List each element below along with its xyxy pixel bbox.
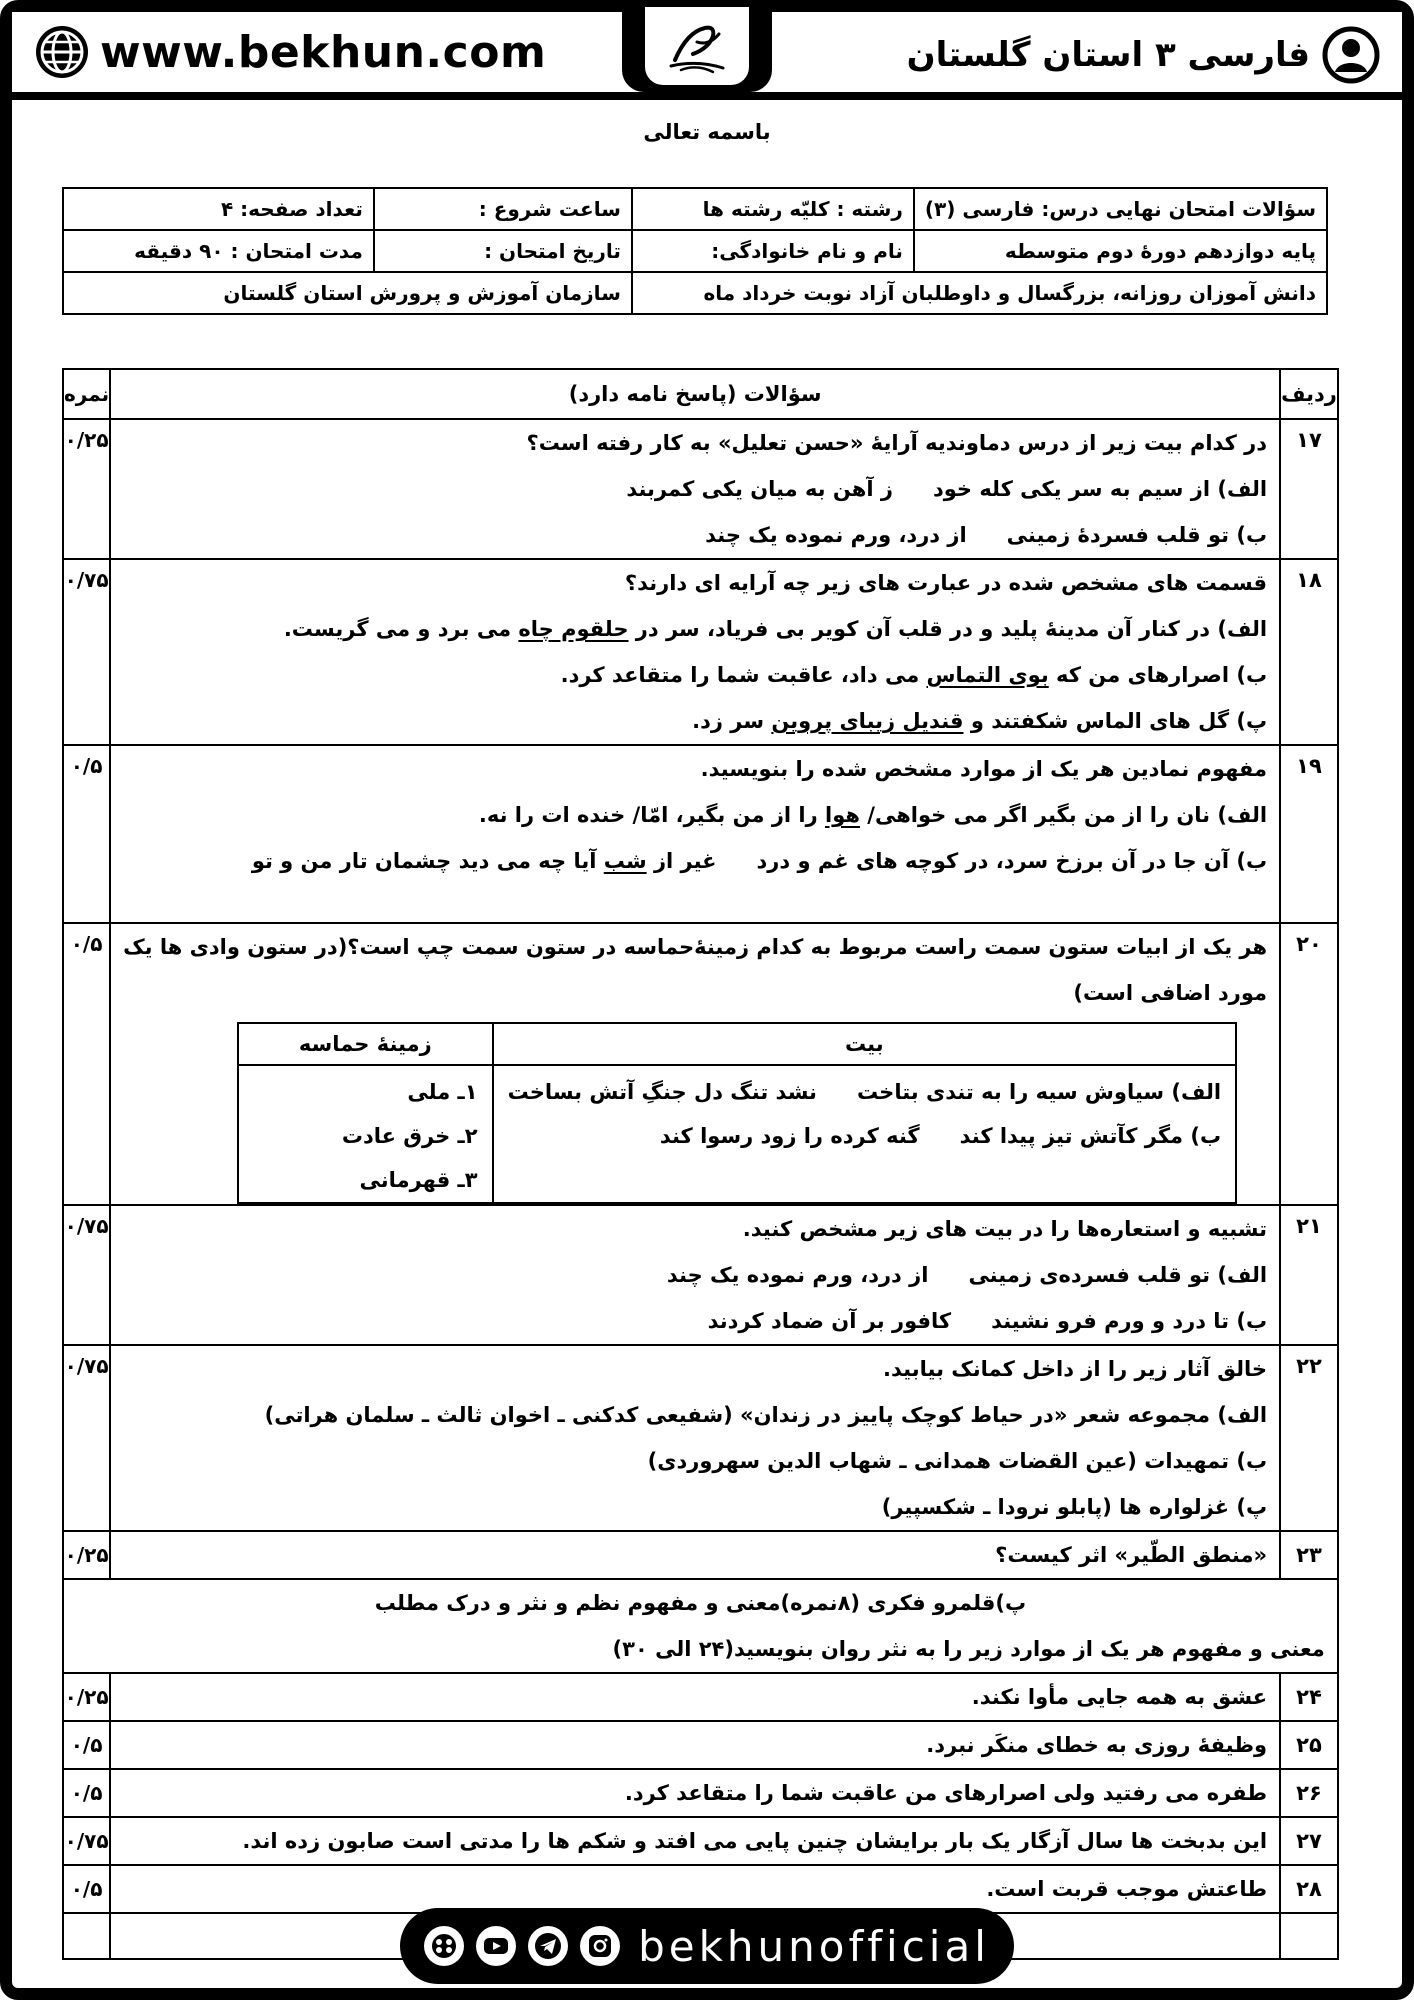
social-handle: bekhunofficial [638,1921,990,1971]
col-verse-header: بیت [493,1023,1237,1065]
question-score: ۰/۵ [63,1865,110,1913]
question-number: ۲۲ [1280,1345,1338,1531]
question-line: وظیفهٔ روزی به خطای منکَر نبرد. [926,1733,1268,1757]
globe-icon [34,24,90,80]
question-number: ۲۶ [1280,1769,1338,1817]
exam-date: تاریخ امتحان : [374,230,632,272]
question-score: ۰/۵ [63,923,110,1205]
bekhun-logo [657,14,737,78]
question-line: پ) گل های الماس شکفتند و قندیل زیبای پروین سر زد. [692,709,1268,733]
question-score: ۰/۲۵ [63,1673,110,1721]
header-title-group [907,26,1380,84]
question-score: ۰/۵ [63,1769,110,1817]
exam-grade: پایه دوازدهم دورهٔ دوم متوسطه [914,230,1327,272]
exam-course: سؤالات امتحان نهایی درس: فارسی (۳) [914,188,1327,230]
question-body [110,419,1280,559]
question-line: الف) نان را از من بگیر اگر می خواهی/ هوا را از من بگیر، امّا/ خنده ات را نه. [478,803,1268,827]
exam-page-count: تعداد صفحه: ۴ [63,188,374,230]
question-line: مورد اضافی است) [1073,981,1268,1005]
exam-field: رشته : کلیّه رشته ها [632,188,914,230]
header-questions: سؤالات (پاسخ نامه دارد) [110,369,1280,419]
question-line: مفهوم نمادین هر یک از موارد مشخص شده را بنویسید. [700,757,1268,781]
epic-type-option: ۲ـ خرق عادت [341,1124,478,1148]
question-number: ۲۷ [1280,1817,1338,1865]
question-score: ۰/۷۵ [63,1817,110,1865]
question-line: پ) غزلواره ها (پابلو نرودا ـ شکسپیر) [881,1495,1268,1519]
question-row [63,1531,1338,1579]
header-title: فارسی ۳ استان گلستان [906,35,1310,75]
question-row [63,1817,1338,1865]
question-score: ۰/۷۵ [63,559,110,745]
instagram-icon[interactable] [580,1926,620,1966]
site-link[interactable] [34,24,546,80]
question-number: ۱۹ [1280,745,1338,923]
question-body [110,559,1280,745]
matching-table [237,1022,1237,1204]
aparat-icon[interactable] [424,1926,464,1966]
section-instruction: معنی و مفهوم هر یک از موارد زیر را به نثر روان بنویسید(۲۴ الی ۳۰) [612,1637,1325,1661]
question-row [63,923,1338,1205]
question-line: الف) مجموعه شعر «در حیاط کوچک پاییز در زندان» (شفیعی کدکنی ـ اخوان ثالث ـ سلمان هراتی) [264,1403,1268,1427]
question-line: در کدام بیت زیر از درس دماوندیه آرایهٔ «حسن تعلیل» به کار رفته است؟ [526,431,1268,455]
exam-start-time: ساعت شروع : [374,188,632,230]
question-body [110,745,1280,923]
question-body [110,923,1280,1205]
table-header [63,369,1338,419]
question-row [63,1865,1338,1913]
question-line: الف) در کنار آن مدینهٔ پلید و در قلب آن کویر بی فریاد، سر در حلقوم چاه می برد و می گریست. [283,617,1268,641]
question-body [110,1673,1280,1721]
col-type-header: زمینهٔ حماسه [238,1023,493,1065]
question-number: ۱۸ [1280,559,1338,745]
question-line: عشق به همه جایی مأوا نکند. [971,1685,1268,1709]
question-number: ۲۱ [1280,1205,1338,1345]
question-row [63,419,1338,559]
student-name-field: نام و نام خانوادگی: [632,230,914,272]
question-row [63,1673,1338,1721]
question-line: ب) تمهیدات (عین القضات همدانی ـ شهاب الدین سهروردی) [647,1449,1268,1473]
question-number: ۲۸ [1280,1865,1338,1913]
question-row [63,559,1338,745]
question-body [110,1817,1280,1865]
exam-info-table [62,187,1328,315]
question-number: ۱۷ [1280,419,1338,559]
telegram-icon[interactable] [528,1926,568,1966]
question-line: ب) اصرارهای من که بوی التماس می داد، عاقبت شما را متقاعد کرد. [560,663,1268,687]
question-number: ۲۰ [1280,923,1338,1205]
question-body [110,1769,1280,1817]
question-number: ۲۵ [1280,1721,1338,1769]
question-number: ۲۳ [1280,1531,1338,1579]
logo-tab [622,0,772,92]
question-body [110,1345,1280,1531]
question-score: ۰/۵ [63,1721,110,1769]
question-body [110,1205,1280,1345]
question-line: این بدبخت ها سال آزگار یک بار برایشان چنین پایی می افتد و شکم ها را مدتی است صابون زده اند. [242,1829,1268,1853]
question-line: قسمت های مشخص شده در عبارت های زیر چه آرایه ای دارند؟ [624,571,1268,595]
question-score: ۰/۷۵ [63,1345,110,1531]
section-header-row [63,1579,1338,1673]
question-line: طاعتش موجب قربت است. [986,1877,1268,1901]
question-line: «منطق الطّیر» اثر کیست؟ [995,1543,1268,1567]
question-score: ۰/۲۵ [63,1531,110,1579]
question-line: تشبیه و استعاره‌ها را در بیت های زیر مشخص کنید. [742,1217,1268,1241]
basmala: باسمه تعالی [643,120,771,144]
questions-table [62,368,1339,1960]
question-row [63,1345,1338,1531]
exam-audience: دانش آموزان روزانه، بزرگسال و داوطلبان آزاد نوبت خرداد ماه [632,272,1327,314]
verse-line: الف) تو قلب فسرده‌ی زمینیاز درد، ورم نموده یک چند [666,1263,1268,1287]
question-score: ۰/۲۵ [63,419,110,559]
question-body [110,1531,1280,1579]
epic-type-option: ۱ـ ملی [407,1080,478,1104]
question-score: ۰/۷۵ [63,1205,110,1345]
verse-line: ب) مگر کآتش تیز پیدا کندگنه کرده را زود رسوا کند [659,1124,1222,1148]
user-icon [1322,26,1380,84]
question-row [63,1205,1338,1345]
header-row-number: ردیف [1280,369,1338,419]
question-line: هر یک از ابیات ستون سمت راست مربوط به کدام زمینهٔ‌حماسه در ستون سمت چپ است؟(در ستون وادی ها یک [123,935,1268,959]
verse-line: ب) آن جا در آن برزخ سرد، در کوچه های غم و دردغیر از شب آیا چه می دید چشمان تار من و تو [251,849,1268,873]
question-body [110,1865,1280,1913]
question-line: خالق آثار زیر را از داخل کمانک بیابید. [883,1357,1268,1381]
header-score: نمره [63,369,110,419]
question-row [63,745,1338,923]
social-bar[interactable] [400,1908,1014,1984]
question-score: ۰/۵ [63,745,110,923]
exam-duration: مدت امتحان : ۹۰ دقیقه [63,230,374,272]
exam-organization: سازمان آموزش و پرورش استان گلستان [63,272,632,314]
epic-type-option: ۳ـ قهرمانی [359,1168,478,1192]
youtube-icon[interactable] [476,1926,516,1966]
question-row [63,1721,1338,1769]
verse-line: ب) تو قلب فسردهٔ زمینیاز درد، ورم نموده یک چند [705,523,1268,547]
question-number: ۲۴ [1280,1673,1338,1721]
verse-line: ب) تا درد و ورم فرو نشیندکافور بر آن ضماد کردند [707,1309,1268,1333]
question-line: طفره می رفتید ولی اصرارهای من عاقبت شما را متقاعد کرد. [624,1781,1268,1805]
site-url: www.bekhun.com [100,26,547,78]
section-title: پ)قلمرو فکری (۸نمره)معنی و مفهوم نظم و نثر و درک مطلب [374,1591,1027,1615]
verse-line: الف) از سیم به سر یکی کله خودز آهن به میان یکی کمربند [626,477,1268,501]
question-body [110,1721,1280,1769]
verse-line: الف) سیاوش سیه را به تندی بتاختنشد تنگ دل جنگِ آتش بساخت [507,1080,1222,1104]
question-row [63,1769,1338,1817]
